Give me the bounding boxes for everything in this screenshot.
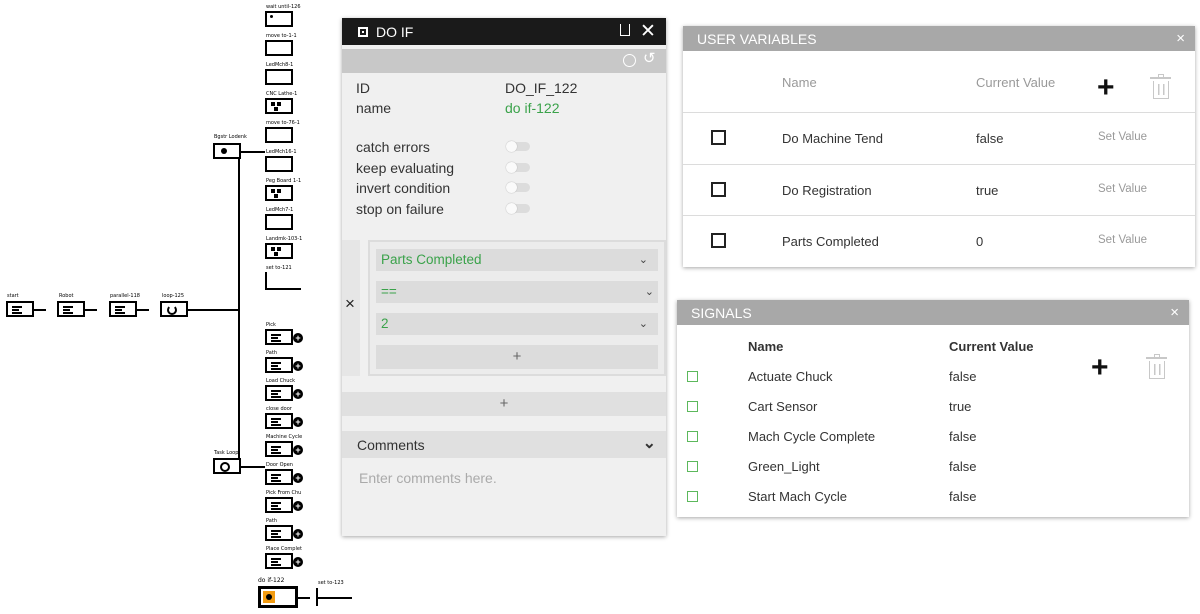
node-label-active: do if-122	[258, 577, 285, 584]
variable-checkbox[interactable]	[711, 182, 726, 197]
column-header-name: Name	[748, 339, 784, 354]
table-row	[683, 112, 1195, 164]
variable-name: Do Machine Tend	[782, 131, 883, 146]
right-operand-value: 2	[381, 316, 389, 331]
node-led[interactable]	[265, 69, 293, 85]
left-operand-value: Parts Completed	[381, 252, 482, 267]
id-label: ID	[356, 80, 370, 96]
wait-icon	[270, 15, 273, 18]
node-label: Machine Cycle	[266, 434, 303, 440]
add-node-icon[interactable]: +	[293, 529, 303, 539]
user-variables-header	[683, 26, 1195, 51]
node-parallel[interactable]	[109, 301, 137, 317]
add-node-icon[interactable]: +	[293, 333, 303, 343]
variable-value: false	[976, 131, 1004, 146]
branch-label: Bgstr Lodenk	[214, 134, 247, 140]
node-wait[interactable]	[265, 11, 293, 27]
name-label: name	[356, 100, 392, 116]
signal-name: Green_Light	[748, 459, 820, 474]
node-branch-bottom[interactable]	[213, 458, 241, 474]
node-machine[interactable]	[265, 98, 293, 114]
grid-icon	[271, 102, 281, 111]
node-label: Peg Board 1-1	[266, 178, 302, 184]
keep-evaluating-toggle[interactable]	[506, 163, 530, 172]
node-label: move to-1-1	[266, 33, 297, 39]
node-landmark[interactable]	[265, 243, 293, 259]
branch-label: Task Loop	[214, 450, 239, 456]
signal-checkbox[interactable]	[687, 401, 698, 412]
wire	[241, 466, 265, 468]
operator-select[interactable]	[376, 281, 658, 303]
node-robot[interactable]	[57, 301, 85, 317]
sequence-icon	[271, 390, 281, 398]
grid-icon	[271, 247, 281, 256]
signal-value: false	[949, 459, 977, 474]
variable-name: Do Registration	[782, 183, 872, 198]
sequence-icon	[63, 306, 73, 314]
remove-condition-icon[interactable]: ×	[345, 294, 355, 313]
add-variable-button[interactable]: +	[1097, 71, 1115, 104]
add-node-icon[interactable]: +	[293, 445, 303, 455]
node-load-chuck[interactable]	[265, 385, 293, 401]
node-path[interactable]	[265, 357, 293, 373]
loop-icon	[167, 305, 177, 315]
grid-icon	[271, 189, 281, 198]
node-label: move to-76-1	[266, 120, 300, 126]
signal-value: false	[949, 489, 977, 504]
signal-checkbox[interactable]	[687, 461, 698, 472]
wire	[34, 309, 46, 311]
node-label: Place Complet	[266, 546, 302, 552]
close-icon[interactable]: ×	[1170, 304, 1179, 321]
signal-value: false	[949, 429, 977, 444]
node-led[interactable]	[265, 156, 293, 172]
user-variables-window	[683, 26, 1195, 267]
node-label: Pick From Chu	[266, 490, 302, 496]
reset-icon[interactable]: ↺	[643, 50, 656, 67]
name-value[interactable]: do if-122	[505, 100, 560, 116]
node-path[interactable]	[265, 525, 293, 541]
operator-value: ==	[381, 284, 397, 299]
variable-name: Parts Completed	[782, 234, 879, 249]
circle-icon	[220, 462, 230, 472]
add-node-icon[interactable]: +	[293, 557, 303, 567]
option-catch-errors: catch errors	[356, 139, 430, 155]
node-branch-top[interactable]	[213, 143, 241, 159]
add-node-icon[interactable]: +	[293, 389, 303, 399]
table-row	[683, 164, 1195, 216]
catch-errors-toggle[interactable]	[506, 142, 530, 151]
sequence-icon	[12, 306, 22, 314]
chevron-down-icon: ⌄	[638, 318, 648, 330]
chevron-down-icon: ⌄	[642, 435, 656, 452]
wire	[238, 152, 240, 468]
signal-value: true	[949, 399, 972, 414]
node-close-door[interactable]	[265, 413, 293, 429]
set-value-link[interactable]: Set Value	[1098, 131, 1148, 143]
variable-value: true	[976, 183, 999, 198]
panel-toolbar	[342, 49, 666, 73]
active-indicator	[263, 591, 275, 603]
user-variables-title: USER VARIABLES	[697, 30, 817, 47]
node-led[interactable]	[265, 214, 293, 230]
comments-header[interactable]	[342, 431, 666, 458]
add-node-icon[interactable]: +	[293, 361, 303, 371]
wire	[188, 309, 240, 311]
signal-value: false	[949, 369, 977, 384]
node-door-open[interactable]	[265, 469, 293, 485]
node-label: LedMch8-1	[266, 62, 294, 68]
left-operand-select[interactable]	[376, 249, 658, 271]
column-header-value: Current Value	[976, 75, 1056, 90]
close-icon[interactable]: ×	[1176, 30, 1185, 47]
wire	[316, 597, 352, 599]
signal-checkbox[interactable]	[687, 491, 698, 502]
sequence-icon	[271, 530, 281, 538]
sequence-icon	[271, 502, 281, 510]
stop-on-failure-toggle[interactable]	[506, 204, 530, 213]
node-pick-from-chuck[interactable]	[265, 497, 293, 513]
node-label: set to-123	[318, 580, 344, 586]
signal-checkbox[interactable]	[687, 371, 698, 382]
parallel-icon	[115, 306, 125, 314]
sequence-icon	[271, 418, 281, 426]
node-label: LedMch16-1	[266, 149, 297, 155]
node-label: Door Open	[266, 462, 293, 468]
do-if-panel	[342, 18, 666, 536]
add-condition-button[interactable]: +	[376, 345, 658, 369]
sequence-icon	[271, 446, 281, 454]
node-pegboard[interactable]	[265, 185, 293, 201]
chevron-down-icon: ⌄	[644, 286, 654, 298]
comments-input[interactable]: Enter comments here.	[359, 470, 497, 486]
trash-icon[interactable]	[620, 24, 630, 36]
variable-checkbox[interactable]	[711, 130, 726, 145]
node-label: CNC Lathe-1	[266, 91, 298, 97]
node-label: LedMch7-1	[266, 207, 294, 213]
node-label: Load Chuck	[266, 378, 296, 384]
wire	[85, 309, 97, 311]
add-node-icon[interactable]: +	[293, 417, 303, 427]
delete-variable-icon[interactable]	[1153, 81, 1169, 99]
flow-graph	[0, 0, 344, 614]
sequence-icon	[271, 362, 281, 370]
signal-name: Actuate Chuck	[748, 369, 833, 384]
sequence-icon	[271, 474, 281, 482]
right-operand-select[interactable]	[376, 313, 658, 335]
chevron-down-icon: ⌄	[638, 254, 648, 266]
option-keep-evaluating: keep evaluating	[356, 160, 455, 176]
signal-checkbox[interactable]	[687, 431, 698, 442]
column-header-value: Current Value	[949, 339, 1034, 354]
node-label: Path	[266, 350, 277, 356]
node-label: wait until-126	[266, 4, 301, 10]
node-set[interactable]	[265, 272, 301, 290]
node-pick[interactable]	[265, 329, 293, 345]
signals-title: SIGNALS	[691, 304, 752, 321]
node-label-robot: Robot	[59, 293, 74, 299]
close-icon[interactable]: ✕	[640, 21, 656, 42]
condition-box	[368, 240, 666, 376]
node-move[interactable]	[265, 127, 293, 143]
signals-header	[677, 300, 1189, 325]
variable-checkbox[interactable]	[711, 233, 726, 248]
signal-name: Mach Cycle Complete	[748, 429, 876, 444]
signal-name: Cart Sensor	[748, 399, 818, 414]
node-label: set to-121	[266, 265, 292, 271]
set-value-link[interactable]: Set Value	[1098, 183, 1148, 195]
option-stop-on-failure: stop on failure	[356, 201, 444, 217]
add-node-icon[interactable]: +	[293, 501, 303, 511]
node-place-complete[interactable]	[265, 553, 293, 569]
add-clause-button[interactable]: +	[342, 392, 666, 416]
sequence-icon	[271, 558, 281, 566]
add-node-icon[interactable]: +	[293, 473, 303, 483]
circle-icon	[266, 594, 272, 600]
sequence-icon	[271, 334, 281, 342]
signals-window	[677, 300, 1189, 517]
circle-icon	[221, 148, 227, 154]
node-loop[interactable]	[160, 301, 188, 317]
node-start[interactable]	[6, 301, 34, 317]
id-value: DO_IF_122	[505, 80, 578, 96]
wire	[241, 151, 265, 153]
wire	[298, 597, 310, 599]
add-signal-button[interactable]: +	[1091, 351, 1109, 384]
disable-icon[interactable]	[623, 54, 636, 67]
node-label-start: start	[7, 293, 19, 299]
delete-signal-icon[interactable]	[1149, 361, 1165, 379]
node-label-parallel: parallel-118	[110, 293, 140, 299]
comments-label: Comments	[357, 437, 425, 453]
panel-header	[342, 18, 666, 45]
node-machine-cycle[interactable]	[265, 441, 293, 457]
panel-title: DO IF	[376, 23, 414, 40]
variable-value: 0	[976, 234, 984, 249]
node-move[interactable]	[265, 40, 293, 56]
node-label: Pick	[266, 322, 276, 328]
node-label: Landmk-103-1	[266, 236, 303, 242]
column-header-name: Name	[782, 75, 817, 90]
node-label: Path	[266, 518, 277, 524]
wire	[137, 309, 149, 311]
node-label-loop: loop-125	[162, 293, 185, 299]
set-value-link[interactable]: Set Value	[1098, 234, 1148, 246]
node-do-if-active[interactable]	[258, 586, 298, 608]
node-type-icon	[358, 27, 368, 37]
node-label: close door	[266, 406, 292, 412]
table-row	[683, 215, 1195, 267]
option-invert-condition: invert condition	[356, 180, 451, 196]
invert-condition-toggle[interactable]	[506, 183, 530, 192]
signal-name: Start Mach Cycle	[748, 489, 847, 504]
